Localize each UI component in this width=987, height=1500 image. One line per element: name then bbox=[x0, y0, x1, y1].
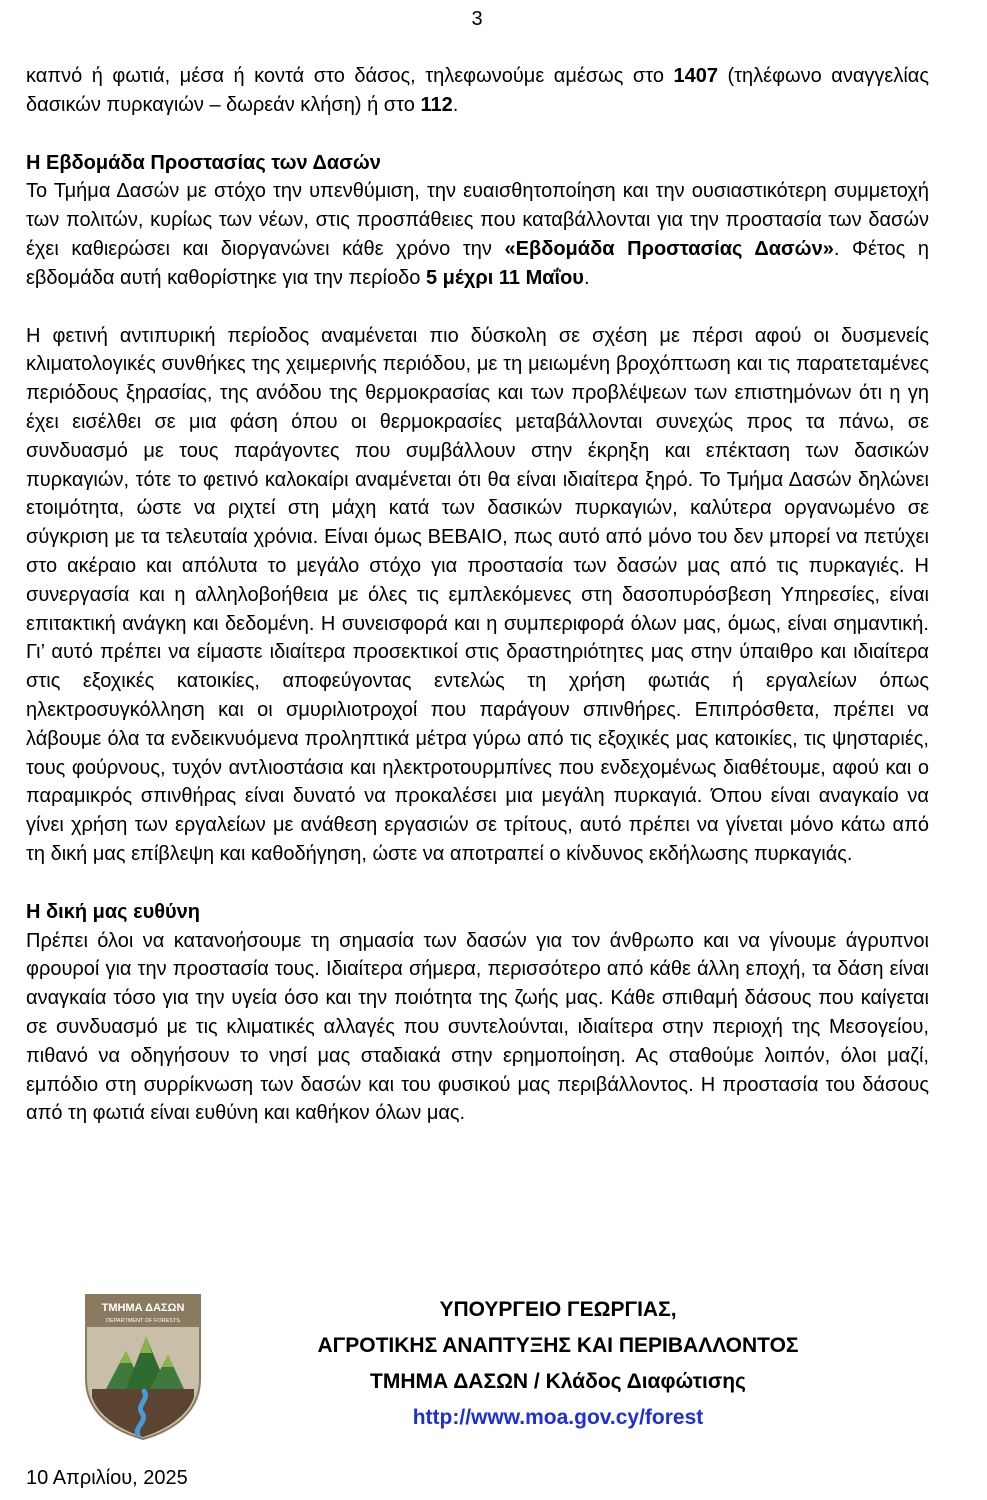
fire-season-paragraph: Η φετινή αντιπυρική περίοδος αναμένεται πιο δύσκολη σε σχέση με πέρσι αφού οι δυσμενείς κλιματολογικές συνθήκες της χειμερινής περιόδου, με τη μειωμένη βροχόπτωση και τις παρατεταμένες περιόδους ξηρασίας, της ανόδου της θερμοκρασίας και των προβλέψεων των επιστημόνων ότι η γη έχει εισέλθει σε μια φάση όπου οι θερμοκρασίες μεταβάλλονται συνεχώς προς τα πάνω, σε συνδυασμό με τους παράγοντες που συμβάλλουν στην έκρηξη και επέκταση των δασικών πυρκαγιών, τότε το φετινό καλοκαίρι αναμένεται ότι θα είναι ιδιαίτερα ξηρό. Το Τμήμα Δασών δηλώνει ετοιμότητα, ώστε να ριχτεί στη μάχη κατά των δασικών πυρκαγιών, καλύτερα οργανωμένο σε σύγκριση με τα τελευταία χρόνια. Είναι όμως ΒΕΒΑΙΟ, πως αυτό από μόνο του δεν μπορεί να πετύχει στο ακέραιο και απόλυτα το μεγάλο στόχο για προστασία των δασών μας από τις πυρκαγιές. Η συνεργασία και η αλληλοβοήθεια με όλες τις εμπλεκόμενες στη δασοπυρόσβεση Υπηρεσίες, είναι επιτακτική ανάγκη και δεδομένη. Η συνεισφορά και η συμπεριφορά όλων μας, όμως, είναι σημαντική. Γι’ αυτό πρέπει να είμαστε ιδιαίτερα προσεκτικοί στις δραστηριότητες μας στην ύπαιθρο και ιδιαίτερα στις εξοχικές κατοικίες, αποφεύγοντας εντελώς τη χρήση φωτιάς ή εργαλείων όπως ηλεκτροσυγκόλληση και οι σμυριλιοτροχοί που παράγουν σπινθήρες. Επιπρόσθετα, πρέπει να λάβουμε όλα τα ενδεικνυόμενα προληπτικά μέτρα γύρω από τις εξοχικές μας κατοικίες, τις ψησταριές, τους φούρνους, τυχόν αντλιοστάσια και ηλεκτροτουρμπίνες που ενδεχομένως διαθέτουμε, αφού και ο παραμικρός σπινθήρας είναι δυνατό να προκαλέσει μια μεγάλη πυρκαγιά. Όπου είναι αναγκαίο να γίνει χρήση των εργαλείων με ανάθεση εργασιών σε τρίτους, αυτό πρέπει να γίνεται μόνο κάτω από τη δική μας επίβλεψη και καθοδήγηση, ώστε να αποτραπεί ο κίνδυνος εκδήλωσης πυρκαγιάς. bbox=[26, 324, 929, 865]
intro-text-2: (τηλέφωνο αναγγελίας δασικών πυρκαγιών – δωρεάν κλήση) ή στο bbox=[26, 65, 929, 116]
department-line: ΤΜΗΜΑ ΔΑΣΩΝ / Κλάδος Διαφώτισης bbox=[370, 1370, 746, 1393]
intro-text-3: . bbox=[452, 93, 459, 116]
spacer bbox=[26, 293, 929, 322]
forest-week-paragraph bbox=[26, 177, 929, 292]
footer-organization bbox=[230, 1292, 886, 1436]
forest-week-text-2: . Φέτος η εβδομάδα αυτή καθορίστηκε για την περίοδο bbox=[26, 237, 930, 289]
ministry-name-line-1: ΥΠΟΥΡΓΕΙΟ ΓΕΩΡΓΙΑΣ, bbox=[439, 1298, 677, 1321]
document-date: 10 Απριλίου, 2025 bbox=[26, 1467, 188, 1489]
intro-paragraph bbox=[26, 62, 929, 120]
section-heading-forest-week: Η Εβδομάδα Προστασίας των Δασών bbox=[26, 151, 381, 174]
forest-department-emblem-icon bbox=[84, 1291, 202, 1441]
forest-fire-phone-number: 1407 bbox=[673, 65, 718, 87]
forest-week-dates: 5 μέχρι 11 Μαΐου bbox=[425, 266, 584, 289]
emergency-phone-number: 112 bbox=[420, 93, 453, 116]
ministry-name-line-2: ΑΓΡΟΤΙΚΗΣ ΑΝΑΠΤΥΞΗΣ ΚΑΙ ΠΕΡΙΒΑΛΛΟΝΤΟΣ bbox=[317, 1334, 799, 1357]
document-body bbox=[26, 62, 929, 1128]
forest-week-text-3: . bbox=[583, 266, 590, 289]
section-heading-responsibility: Η δική μας ευθύνη bbox=[26, 900, 201, 923]
logo-subtitle: DEPARTMENT OF FORESTS bbox=[106, 1318, 180, 1324]
forest-department-logo bbox=[84, 1291, 202, 1441]
spacer bbox=[26, 120, 929, 149]
forest-week-text-1: Το Τμήμα Δασών με στόχο την υπενθύμιση, την ευαισθητοποίηση και την ουσιαστικότερη συμμετοχή των πολιτών, κυρίως των νέων, στις προσπάθειες που καταβάλλονται για την προστασία των δασών έχει καθιερώσει και διοργανώνει κάθε χρόνο την bbox=[26, 180, 929, 260]
responsibility-paragraph: Πρέπει όλοι να κατανοήσουμε τη σημασία των δασών για τον άνθρωπο και να γίνουμε άγρυπνοι φρουροί για την προστασία τους. Ιδιαίτερα σήμερα, περισσότερο από κάθε άλλη εποχή, τα δάση είναι αναγκαία τόσο για την υγεία όσο και την ποιότητα της ζωής μας. Κάθε σπιθαμή δάσους που καίγεται σε συνδυασμό με τις κλιματικές αλλαγές που συντελούνται, ιδιαίτερα στην περιοχή της Μεσογείου, πιθανό να οδηγήσουν το νησί μας σταδιακά στην ερημοποίηση. Ας σταθούμε λοιπόν, όλοι μαζί, εμπόδιο στη συρρίκνωση των δασών και του φυσικού μας περιβάλλοντος. Η προστασία του δάσους από τη φωτιά είναι ευθύνη και καθήκον όλων μας. bbox=[26, 929, 929, 1125]
forest-website-link[interactable]: http://www.moa.gov.cy/forest bbox=[412, 1406, 704, 1429]
forest-week-title: «Εβδομάδα Προστασίας Δασών» bbox=[504, 237, 834, 260]
logo-title: ΤΜΗΜΑ ΔΑΣΩΝ bbox=[101, 1302, 185, 1314]
page-number: 3 bbox=[471, 8, 483, 30]
intro-text-1: καπνό ή φωτιά, μέσα ή κοντά στο δάσος, τηλεφωνούμε αμέσως στο bbox=[26, 65, 674, 87]
spacer bbox=[26, 869, 929, 898]
